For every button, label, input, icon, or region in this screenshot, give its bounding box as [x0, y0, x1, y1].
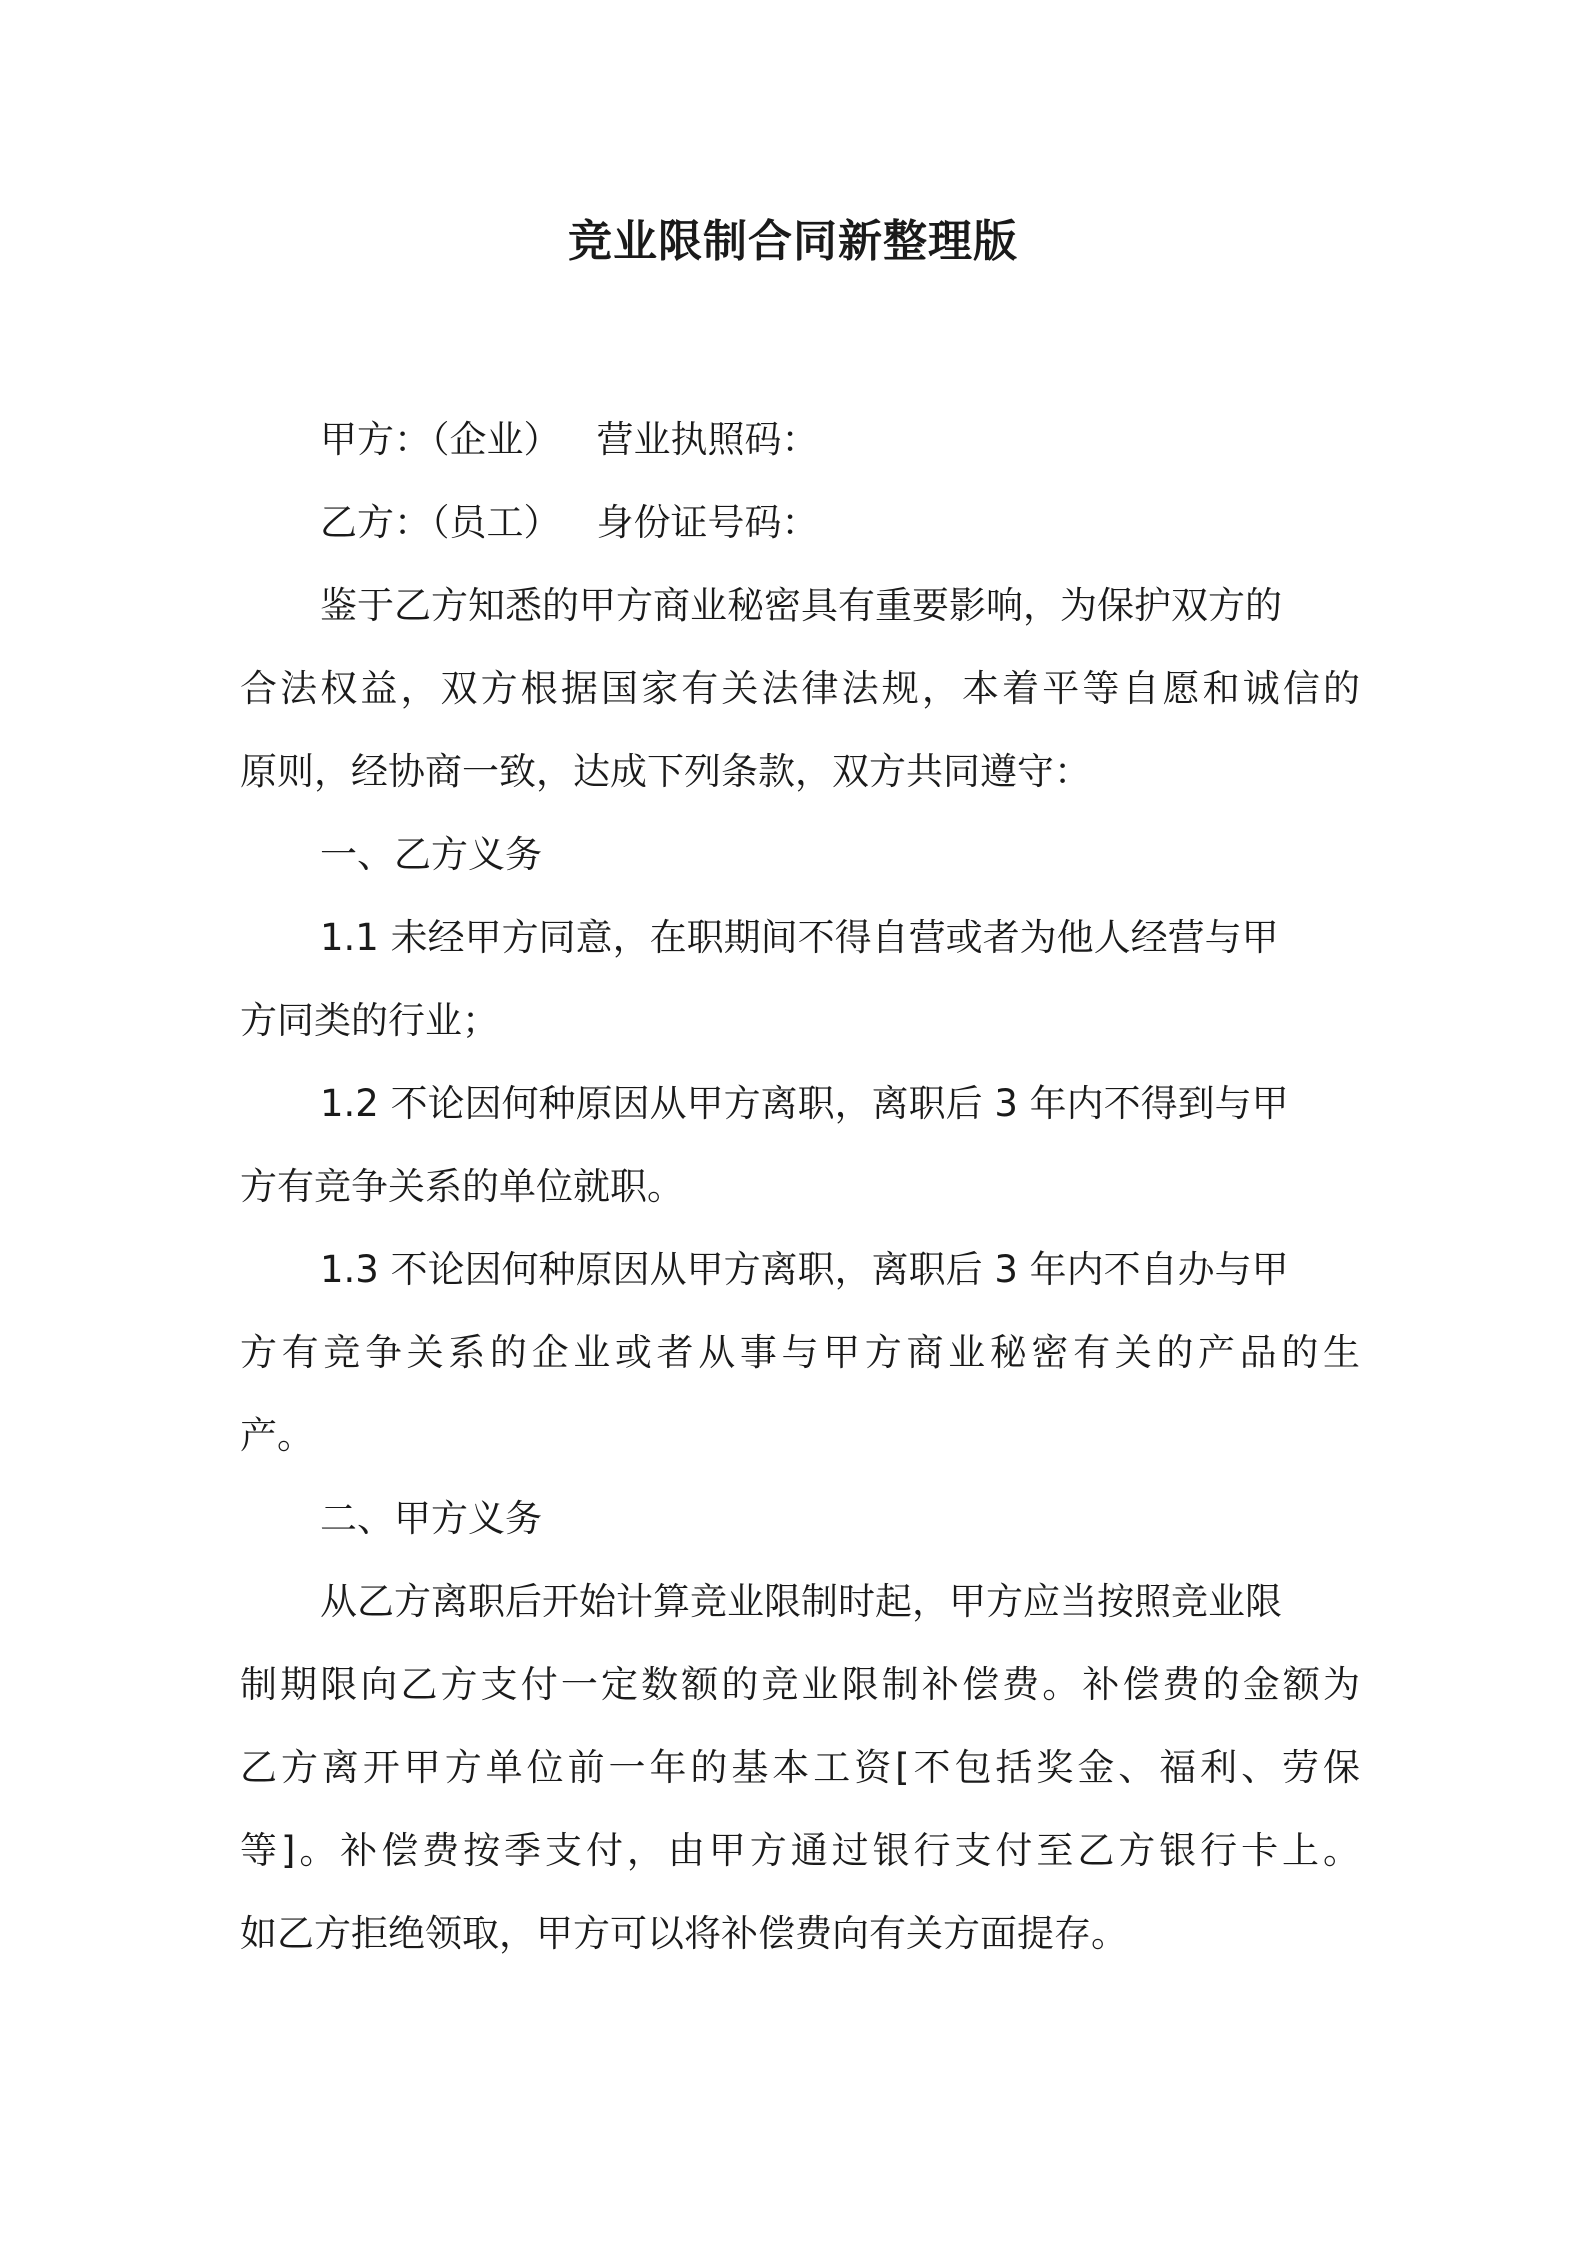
compensation-paragraph-line: 乙方离开甲方单位前一年的基本工资[不包括奖金、福利、劳保 — [240, 1746, 1360, 1789]
clause-1-3-line: 1.3 不论因何种原因从甲方离职，离职后 3 年内不自办与甲 — [320, 1248, 1289, 1291]
clause-1-1-line: 1.1 未经甲方同意，在职期间不得自营或者为他人经营与甲 — [320, 916, 1279, 959]
section-heading-party-b-obligations: 一、乙方义务 — [320, 833, 542, 876]
document-body — [240, 398, 1360, 1975]
party-b-line — [240, 481, 1360, 564]
clause-1-2-line: 1.2 不论因何种原因从甲方离职，离职后 3 年内不得到与甲 — [320, 1082, 1289, 1125]
section-heading-party-a-obligations: 二、甲方义务 — [320, 1497, 542, 1540]
business-license-label: 营业执照码： — [596, 418, 819, 461]
party-a-line — [240, 398, 1360, 481]
clause-1-3-line: 产。 — [240, 1414, 314, 1457]
compensation-paragraph-line: 等]。补偿费按季支付，由甲方通过银行支付至乙方银行卡上。 — [240, 1829, 1360, 1872]
compensation-paragraph-line: 从乙方离职后开始计算竞业限制时起，甲方应当按照竞业限 — [320, 1580, 1282, 1623]
clause-1-1-line: 方同类的行业； — [240, 999, 499, 1042]
preamble-line: 原则，经协商一致，达成下列条款，双方共同遵守： — [240, 750, 1091, 793]
party-a-label: 甲方：（企业） — [320, 418, 561, 461]
id-number-label: 身份证号码： — [596, 501, 819, 544]
clause-1-2-line: 方有竞争关系的单位就职。 — [240, 1165, 684, 1208]
document-title: 竞业限制合同新整理版 — [568, 216, 1018, 267]
clause-1-3-line: 方有竞争关系的企业或者从事与甲方商业秘密有关的产品的生 — [240, 1331, 1360, 1374]
party-b-label: 乙方：（员工） — [320, 501, 561, 544]
preamble-line: 合法权益，双方根据国家有关法律法规，本着平等自愿和诚信的 — [240, 667, 1360, 710]
compensation-paragraph-line: 如乙方拒绝领取，甲方可以将补偿费向有关方面提存。 — [240, 1912, 1128, 1955]
compensation-paragraph-line: 制期限向乙方支付一定数额的竞业限制补偿费。补偿费的金额为 — [240, 1663, 1360, 1706]
preamble-line: 鉴于乙方知悉的甲方商业秘密具有重要影响，为保护双方的 — [320, 584, 1282, 627]
